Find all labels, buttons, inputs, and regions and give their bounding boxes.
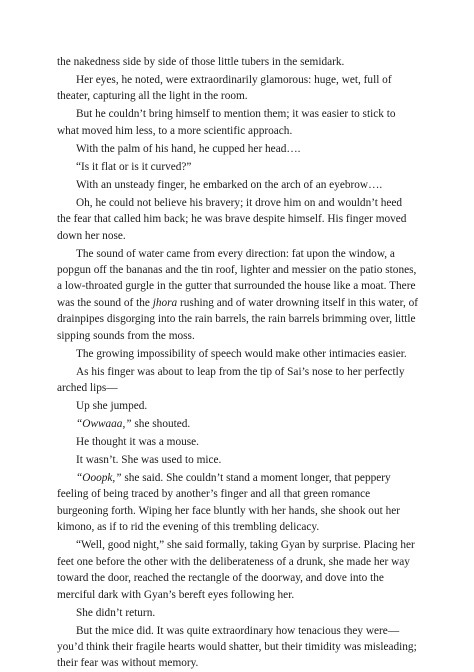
text-run: The sound of water came from every direction: fat upon the window, a popgun off the bananas and the tin roof, lighter and messier on the patio stones, a low-throated gurgle in the gutter that surrounded the house like a moat. There was the sound of the — [57, 247, 417, 309]
italic-text: “Ooopk,” — [76, 472, 122, 485]
paragraph — [57, 246, 418, 344]
paragraph — [57, 398, 418, 414]
paragraph — [57, 364, 418, 397]
paragraph — [57, 623, 418, 672]
text-run: rushing and of water drowning itself in this water, of drainpipes disgorging into the rain barrels, the rain barrels brimming over, little sipping sounds from the moss. — [57, 296, 418, 342]
text-run: Up she jumped. — [76, 400, 148, 413]
paragraph — [57, 470, 418, 536]
paragraph — [57, 159, 418, 175]
paragraph — [57, 416, 418, 432]
text-run: But the mice did. It was quite extraordinary how tenacious they were—you’d think their fragile hearts would shatter, but their timidity was misleading; their fear was without memory. — [57, 624, 417, 670]
text-run: “Is it flat or is it curved?” — [76, 160, 192, 173]
italic-text: jhora — [152, 296, 178, 309]
text-run: With an unsteady finger, he embarked on the arch of an eyebrow…. — [76, 178, 383, 191]
text-run: “Well, good night,” she said formally, taking Gyan by surprise. Placing her feet one before the other with the deliberateness of a drunk, she made her way toward the door, reached the rectangle of the doorway, and dove into the merciful dark with Gyan’s bereft eyes following her. — [57, 539, 415, 601]
text-run: she said. She couldn’t stand a moment longer, that peppery feeling of being traced by another’s finger and all that green romance burgeoning forth. Wiping her face bluntly with her hands, she shook out her kimono, as if to rid the evening of this trembling delicacy. — [57, 472, 400, 534]
text-run: The growing impossibility of speech would make other intimacies easier. — [76, 347, 407, 360]
text-run: With the palm of his hand, he cupped her head…. — [76, 142, 301, 155]
text-run: But he couldn’t bring himself to mention them; it was easier to stick to what moved him less, to a more scientific approach. — [57, 108, 396, 137]
text-run: she shouted. — [131, 418, 191, 431]
text-run: It wasn’t. She was used to mice. — [76, 454, 222, 467]
text-run: As his finger was about to leap from the tip of Sai’s nose to her perfectly arched lips— — [57, 365, 405, 395]
paragraph — [57, 452, 418, 468]
text-run: She didn’t return. — [76, 606, 156, 619]
paragraph — [57, 434, 418, 450]
text-run: the nakedness side by side of those little tubers in the semidark. — [57, 56, 345, 68]
text-run: He thought it was a mouse. — [76, 436, 199, 449]
paragraph — [57, 106, 418, 139]
paragraph — [57, 177, 418, 193]
paragraph — [57, 72, 418, 105]
paragraph — [57, 346, 418, 362]
text-run: Her eyes, he noted, were extraordinarily glamorous: huge, wet, full of theater, capturing all the light in the room. — [57, 74, 392, 103]
text-run: Oh, he could not believe his bravery; it drove him on and wouldn’t heed the fear that called him back; he was brave despite himself. His finger moved down her nose. — [57, 196, 407, 242]
paragraph — [57, 141, 418, 157]
paragraph — [57, 54, 418, 70]
paragraph — [57, 195, 418, 244]
italic-text: “Owwaaa,” — [76, 418, 132, 431]
paragraph — [57, 537, 418, 603]
